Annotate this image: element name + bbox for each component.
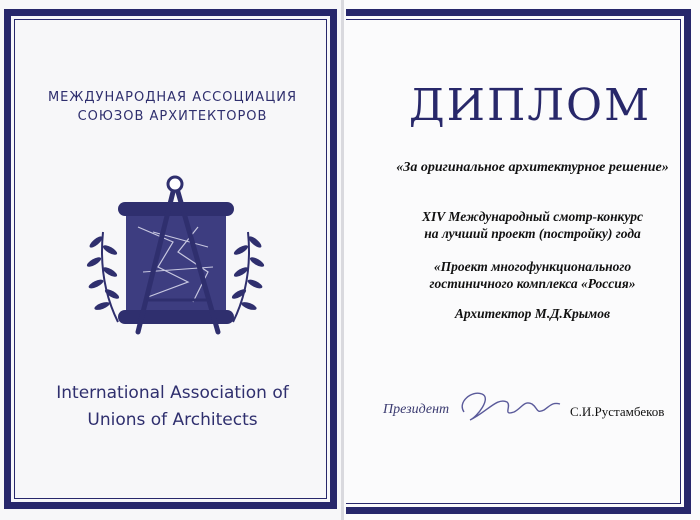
president-label: Президент: [383, 402, 450, 417]
association-en-line2: Unions of Architects: [87, 410, 258, 430]
diploma-title: ДИПЛОМ: [408, 80, 652, 131]
project-text: [375, 258, 690, 292]
contest-line1: XIV Международный смотр-конкурс: [422, 209, 643, 224]
project-line1: «Проект многофункционального: [433, 259, 632, 274]
scroll-icon: [118, 202, 234, 324]
association-name-en: [30, 380, 315, 434]
architect-name: Архитектор М.Д.Крымов: [454, 306, 611, 321]
laurel-right-icon: [231, 232, 266, 322]
association-ru-line1: МЕЖДУНАРОДНАЯ АССОЦИАЦИЯ: [47, 90, 298, 105]
signature-icon: [452, 382, 567, 427]
compass-scroll-laurel-emblem: [78, 172, 273, 342]
project-line2: гостиничного комплекса «Россия»: [429, 276, 636, 291]
nomination: «За оригинальное архитектурное решение»: [396, 160, 669, 175]
contest-text: [375, 208, 690, 242]
association-ru-line2: СОЮЗОВ АРХИТЕКТОРОВ: [77, 109, 268, 124]
association-en-line1: International Association of: [56, 383, 289, 403]
laurel-left-icon: [86, 232, 121, 322]
contest-line2: на лучший проект (постройку) года: [424, 226, 641, 241]
association-name-ru: [30, 88, 315, 126]
page-fold: [341, 0, 344, 520]
president-name: С.И.Рустамбеков: [570, 404, 665, 419]
